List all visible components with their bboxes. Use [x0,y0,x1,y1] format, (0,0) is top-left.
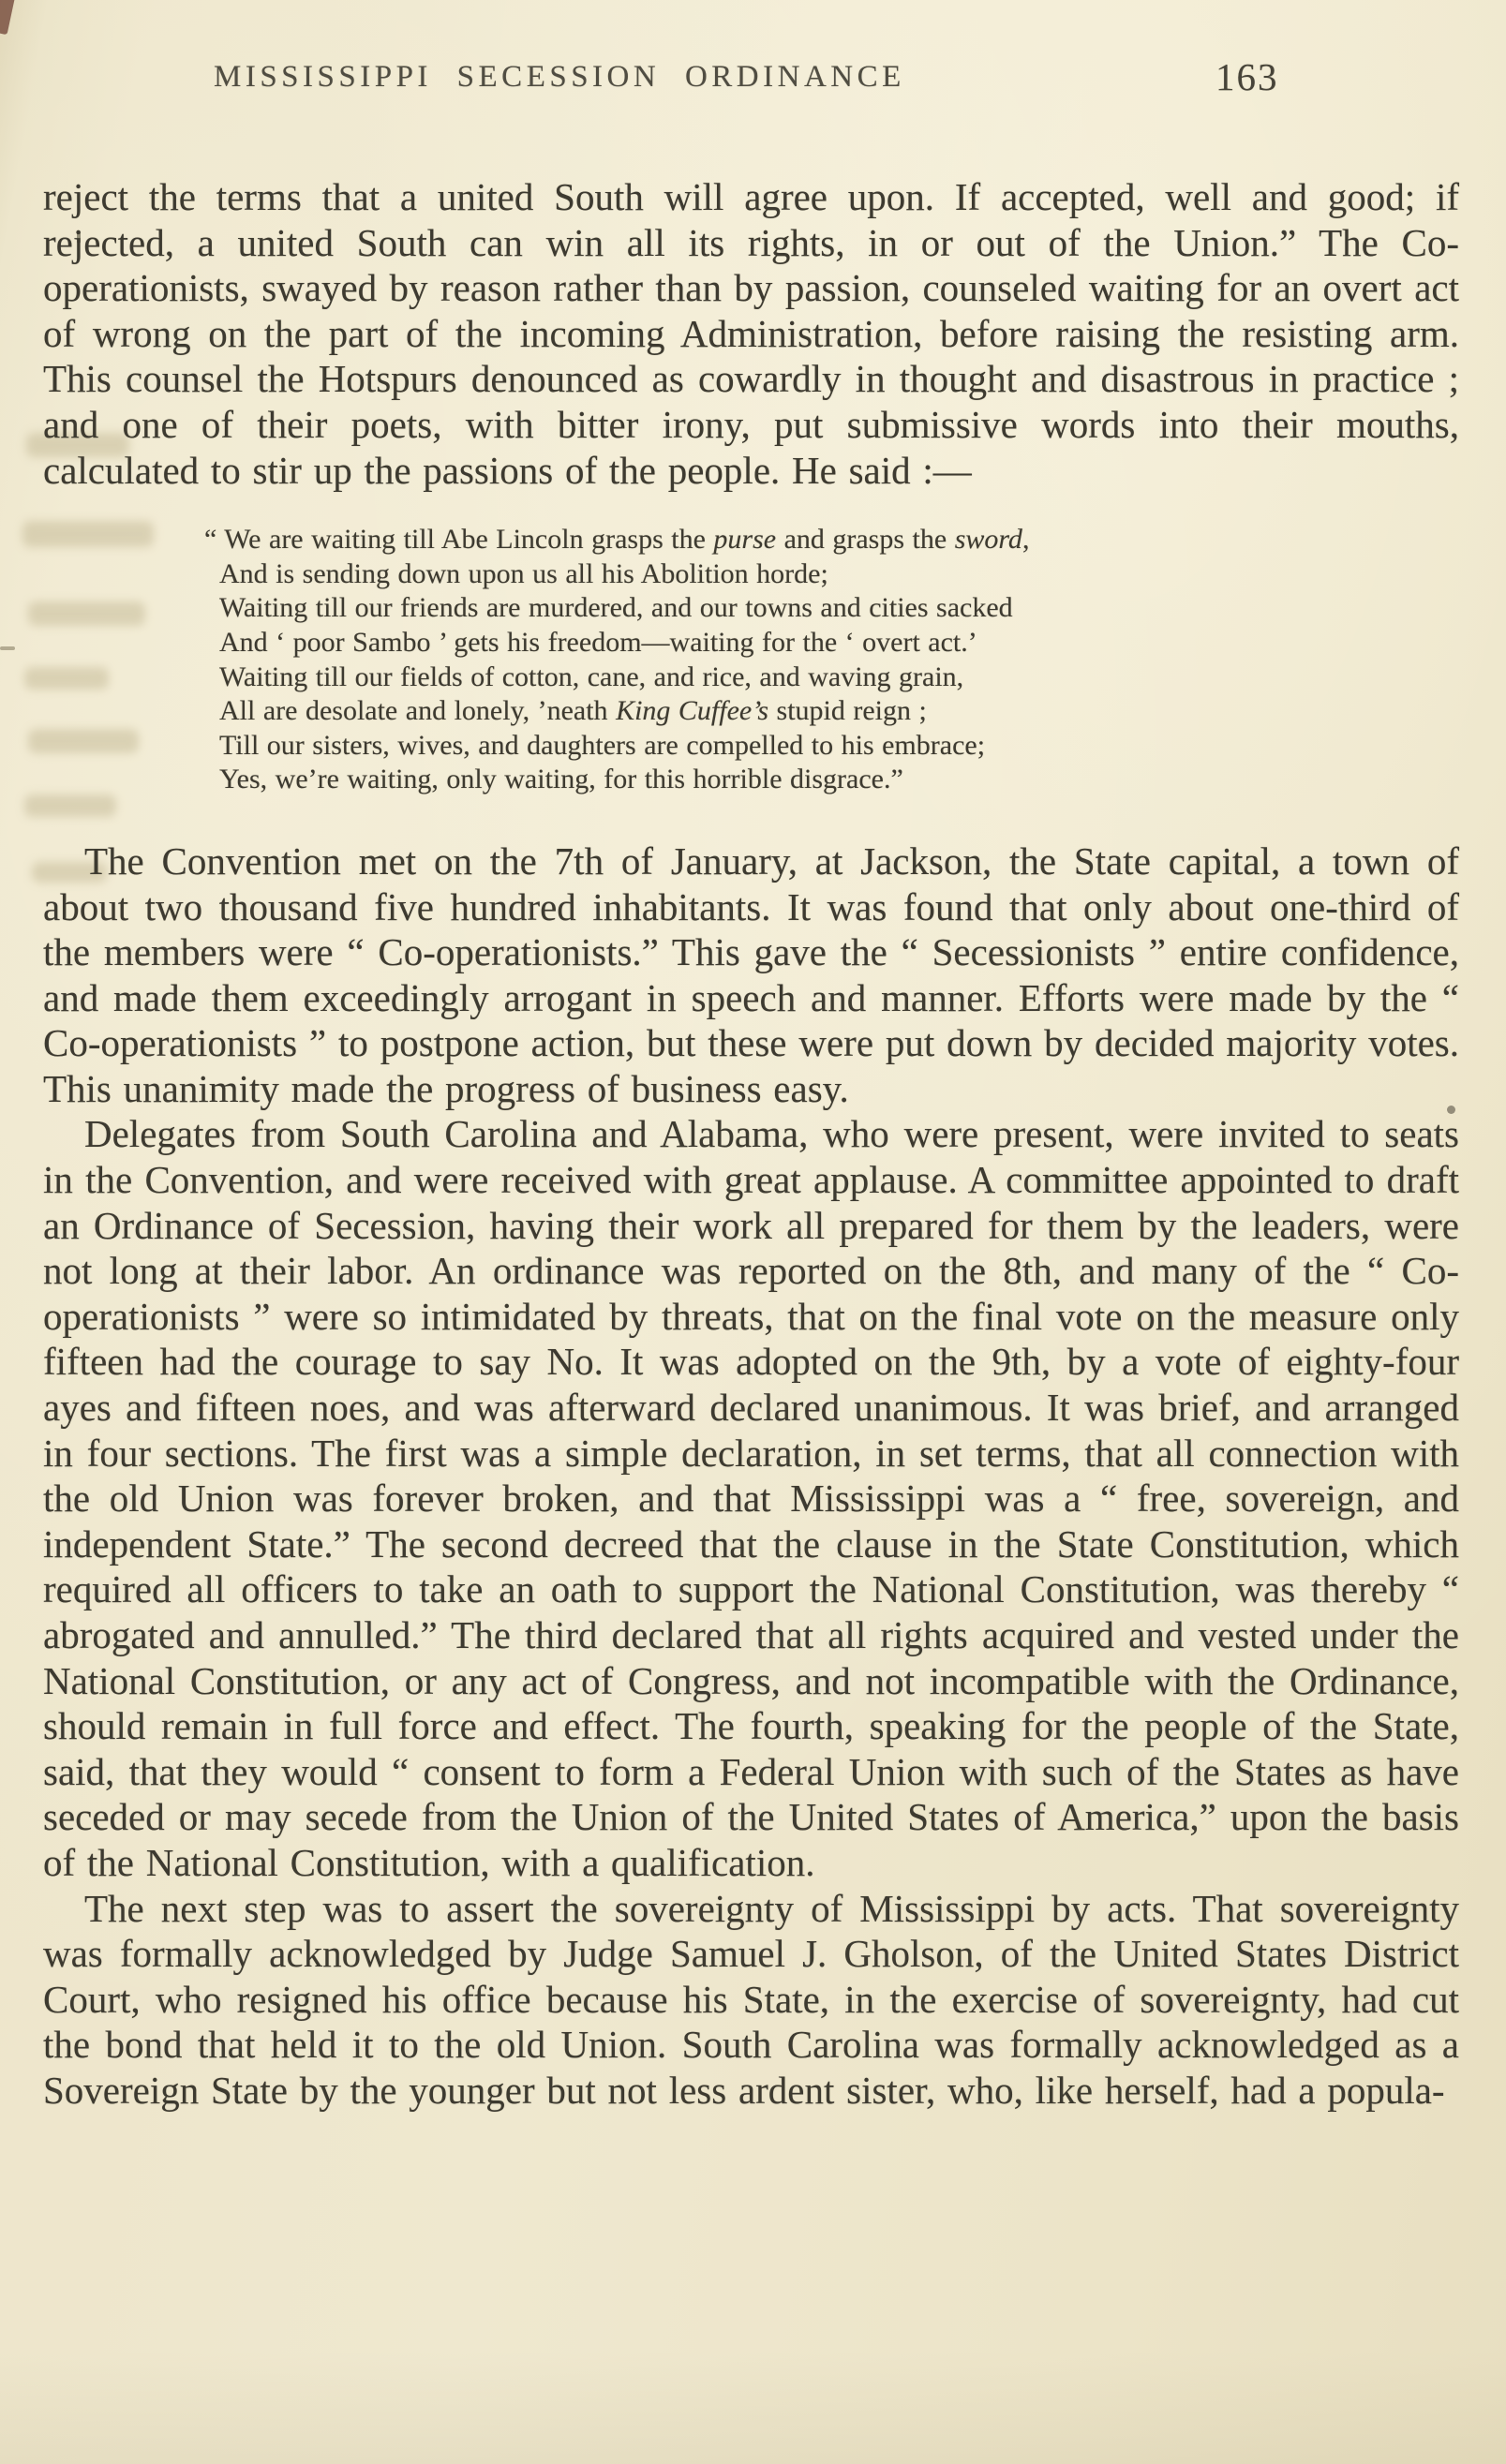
verse-line: Yes, we’re waiting, only waiting, for this horrible disgrace.” [219,764,903,795]
verse-line: Till our sisters, wives, and daughters are compelled to his embrace; [219,729,986,761]
paragraph: The Convention met on the 7th of January, at Jackson, the State capital, a town of about two thousand five hundred inhabitants. It was found that only about one-third of the members were “ Co-operationists.” This gave the “ Secessionists ” entire confidence, and made them exceedingly arrogant in speech and manner. Efforts were made by the “ Co-operationists ” to postpone action, but these were put down by decided majority votes. This unanimity made the progress of business easy. [43,839,1459,1110]
bottom-edge-shadow [0,2352,1506,2464]
text-block [43,174,1459,2114]
ink-speck [0,646,15,650]
verse-block [204,523,1459,797]
paragraph: Delegates from South Carolina and Alabama, who were present, were invited to seats in the Convention, and were received with great applause. A committee appointed to draft an Ordinance of Secession, having their work all prepared for them by the leaders, were not long at their labor. An ordinance was reported on the 8th, and many of the “ Co-operationists ” were so intimidated by threats, that on the final vote on the measure only fifteen had the courage to say No. It was adopted on the 9th, by a vote of eighty-four ayes and fifteen noes, and was afterward declared unanimous. It was brief, and arranged in four sections. The first was a simple declaration, in set terms, that all connection with the old Union was forever broken, and that Mississippi was a “ free, sovereign, and independent State.” The second decreed that the clause in the State Constitution, which required all officers to take an oath to support the National Constitution, was thereby “ abrogated and annulled.” The third declared that all rights acquired and vested under the National Constitution, or any act of Congress, and not incompatible with the Ordinance, should remain in full force and effect. The fourth, speaking for the people of the State, said, that they would “ consent to form a Federal Union with such of the States as have seceded or may secede from the Union of the United States of America,” upon the basis of the National Constitution, with a qualification. [43,1112,1459,1884]
corner-ink-mark [0,0,15,35]
verse-line: All are desolate and lonely, ’neath King Cuffee’s stupid reign ; [219,695,927,727]
verse-line: “ We are waiting till Abe Lincoln grasps the purse and grasps the sword, [204,524,1030,556]
paragraph: reject the terms that a united South will agree upon. If accepted, well and good; if rejected, a united South can win all its rights, in or out of the Union.” The Co-operationists, swayed by reason rather than by passion, counseled waiting for an overt act of wrong on the part of the incoming Administration, before raising the resisting arm. This counsel the Hotspurs denounced as cowardly in thought and disastrous in practice ; and one of their poets, with bitter irony, put submissive words into their mouths, calculated to stir up the passions of the people. He said :— [43,175,1459,492]
page-number: 163 [1215,55,1279,98]
verse-line: Waiting till our fields of cotton, cane, and rice, and waving grain, [219,661,964,692]
paragraph: The next step was to assert the sovereignty of Mississippi by acts. That sovereignty was formally acknowledged by Judge Samuel J. Gholson, of the United States District Court, who resigned his office because his State, in the exercise of sovereignty, had cut the bond that held it to the old Union. South Carolina was formally acknowledged as a Sovereign State by the younger but not less ardent sister, who, like herself, had a popula- [43,1886,1459,2112]
verse-line: Waiting till our friends are murdered, and our towns and cities sacked [219,592,1013,624]
running-header-title: MISSISSIPPI SECESSION ORDINANCE [214,60,905,94]
verse-line: And is sending down upon us all his Abolition horde; [219,557,828,589]
verse-line: And ‘ poor Sambo ’ gets his freedom—waiting for the ‘ overt act.’ [219,626,977,658]
